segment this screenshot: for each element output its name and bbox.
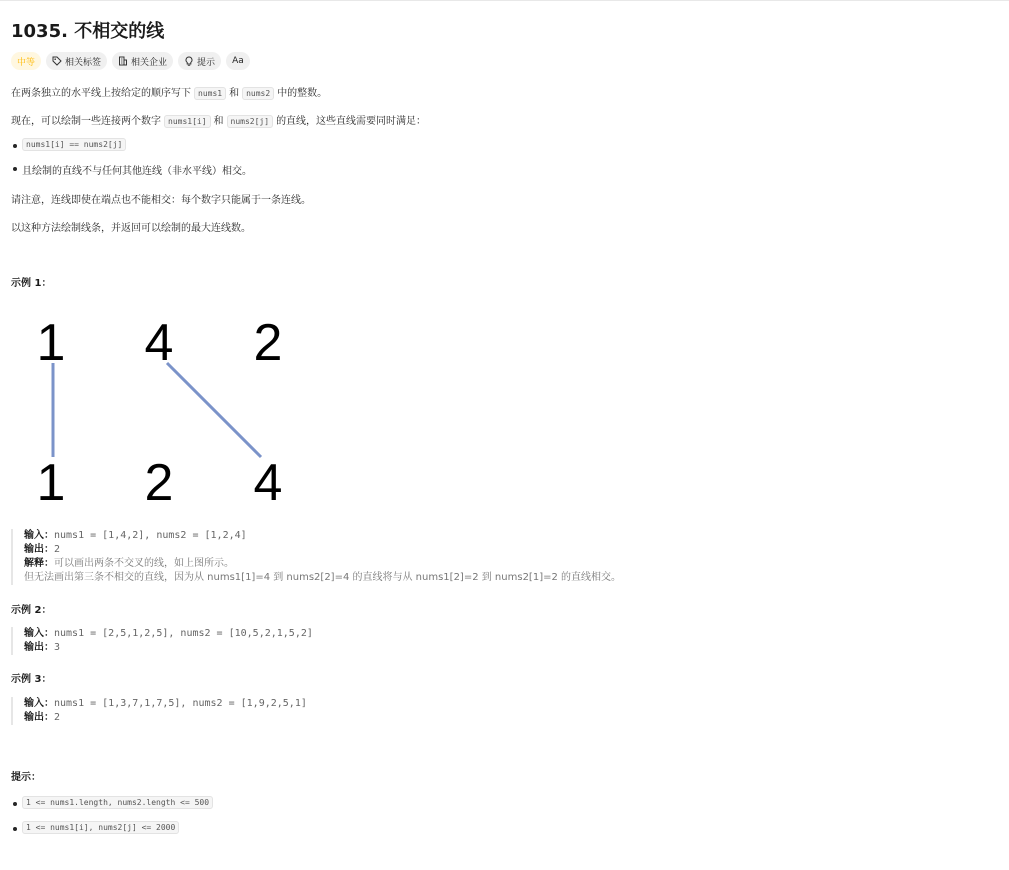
example-1-block <box>11 529 621 585</box>
constraint-code-2: 1 <= nums1[i], nums2[j] <= 2000 <box>22 821 179 834</box>
bottom-number: 2 <box>144 454 174 512</box>
building-icon <box>118 56 128 66</box>
p2-text-c: 的直线，这些直线需要同时满足： <box>276 116 427 127</box>
hint-label: 提示 <box>197 57 216 68</box>
p1-text-c: 中的整数。 <box>277 88 328 99</box>
related-tags-button[interactable] <box>46 52 107 70</box>
constraint-item <box>22 797 216 808</box>
constraints-heading: 提示： <box>11 772 41 783</box>
font-size-icon: Aa <box>232 56 244 66</box>
example-1-diagram <box>11 303 311 513</box>
example-1-explanation-2: 但无法画出第三条不相交的直线，因为从 nums1[1]=4 到 nums2[2]=4 的直线将与从 nums1[2]=2 到 nums2[1]=2 的直线相交。 <box>24 572 622 583</box>
paragraph-3: 请注意，连线即使在端点也不能相交：每个数字只能属于一条连线。 <box>11 195 311 206</box>
p2-code-nums2j: nums2[j] <box>227 115 274 128</box>
bottom-number: 4 <box>253 454 283 512</box>
example-2-block <box>11 627 313 655</box>
example-1-input: nums1 = [1,4,2], nums2 = [1,2,4] <box>54 530 247 541</box>
hint-button[interactable] <box>178 52 221 70</box>
connecting-line <box>167 363 261 457</box>
top-number: 4 <box>144 314 174 372</box>
tag-icon <box>52 56 62 66</box>
example-1-output: 2 <box>54 544 61 555</box>
bullet-dot <box>13 802 17 806</box>
output-label: 输出： <box>24 712 54 723</box>
bullet-dot <box>13 167 17 171</box>
difficulty-badge[interactable]: 中等 <box>11 52 41 70</box>
p2-text-a: 现在，可以绘制一些连接两个数字 <box>11 116 161 127</box>
bullet1-code: nums1[i] == nums2[j] <box>22 138 126 151</box>
related-companies-label: 相关企业 <box>131 57 168 68</box>
related-companies-button[interactable] <box>112 52 173 70</box>
constraint-bullet-2: 且绘制的直线不与任何其他连线（非水平线）相交。 <box>22 166 252 177</box>
top-number: 2 <box>253 314 283 372</box>
example-2-output: 3 <box>54 642 61 653</box>
p2-text-b: 和 <box>213 116 224 127</box>
tag-bar <box>11 52 250 70</box>
bottom-number: 1 <box>36 454 66 512</box>
example-2-input: nums1 = [2,5,1,2,5], nums2 = [10,5,2,1,5,2] <box>54 628 313 639</box>
input-label: 输入： <box>24 628 54 639</box>
example-1-heading: 示例 1： <box>11 278 52 289</box>
paragraph-4: 以这种方法绘制线条，并返回可以绘制的最大连线数。 <box>11 223 251 234</box>
example-2-heading: 示例 2： <box>11 605 52 616</box>
input-label: 输入： <box>24 530 54 541</box>
top-number: 1 <box>36 314 66 372</box>
constraint-item <box>22 822 182 833</box>
bullet-dot <box>13 144 17 148</box>
example-3-input: nums1 = [1,3,7,1,7,5], nums2 = [1,9,2,5,1] <box>54 698 307 709</box>
explain-label: 解释： <box>24 558 54 569</box>
input-label: 输入： <box>24 698 54 709</box>
related-tags-label: 相关标签 <box>65 57 102 68</box>
constraint-code-1: 1 <= nums1.length, nums2.length <= 500 <box>22 796 213 809</box>
paragraph-2 <box>11 112 426 127</box>
bullet-dot <box>13 827 17 831</box>
example-1-explanation: 可以画出两条不交叉的线，如上图所示。 <box>54 558 234 569</box>
example-3-output: 2 <box>54 712 61 723</box>
lightbulb-icon <box>184 56 194 66</box>
output-label: 输出： <box>24 544 54 555</box>
example-3-heading: 示例 3： <box>11 674 52 685</box>
p1-code-nums2: nums2 <box>242 87 274 100</box>
p1-text-b: 和 <box>229 88 240 99</box>
constraint-bullet-1 <box>22 139 129 150</box>
p1-text-a: 在两条独立的水平线上按给定的顺序写下 <box>11 88 191 99</box>
paragraph-1 <box>11 84 327 99</box>
p2-code-nums1i: nums1[i] <box>164 115 211 128</box>
top-divider <box>0 0 1009 1</box>
output-label: 输出： <box>24 642 54 653</box>
font-size-button[interactable] <box>226 52 250 70</box>
p1-code-nums1: nums1 <box>194 87 226 100</box>
problem-title: 1035. 不相交的线 <box>11 21 165 42</box>
example-3-block <box>11 697 307 725</box>
